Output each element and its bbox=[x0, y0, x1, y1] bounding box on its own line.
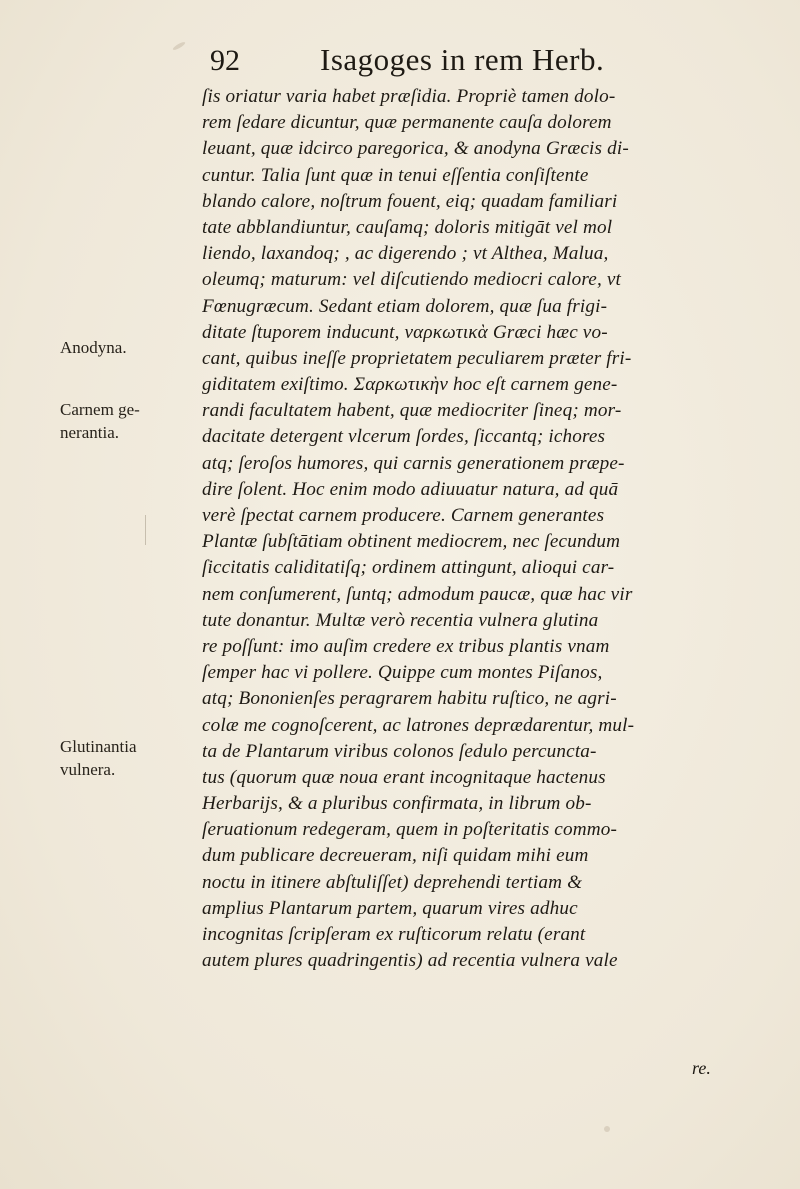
text-line: dacitate detergent vlcerum ſordes, ſiccantq; ichores bbox=[202, 426, 606, 448]
margin-note-line: Carnem ge- bbox=[60, 400, 140, 419]
margin-note-line: Glutinantia bbox=[60, 737, 137, 756]
text-line: autem plures quadringentis) ad recentia vulnera vale bbox=[202, 950, 618, 972]
faint-mark bbox=[145, 515, 146, 545]
text-line: rem ſedare dicuntur, quæ permanente cauſa dolorem bbox=[202, 112, 612, 134]
page-header bbox=[210, 38, 770, 82]
margin-note-anodyna bbox=[60, 336, 200, 359]
text-line: oleumq; maturum: vel diſcutiendo mediocri calore, vt bbox=[202, 269, 621, 291]
text-line: incognitas ſcripſeram ex ruſticorum relatu (erant bbox=[202, 924, 586, 945]
text-line: Fœnugræcum. Sedant etiam dolorem, quæ ſua frigi- bbox=[202, 295, 608, 317]
margin-note-glutinantia-vulnera bbox=[60, 735, 200, 781]
text-line: atq; ſeroſos humores, qui carnis generationem præpe- bbox=[202, 452, 625, 474]
text-line: tute donantur. Multæ verò recentia vulnera glutina bbox=[202, 609, 599, 631]
text-line: atq; Bononienſes peragrarem habitu ruſtico, ne agri- bbox=[202, 688, 617, 710]
text-line: nem conſumerent, ſuntq; admodum paucæ, quæ hac vir bbox=[202, 583, 633, 605]
text-line: colæ me cognoſcerent, ac latrones deprædarentur, mul- bbox=[202, 714, 635, 736]
text-line: ditate ſtuporem inducunt, ναρκωτικὰ Græci hæc vo- bbox=[202, 321, 608, 343]
body-text bbox=[202, 84, 790, 974]
text-line: randi facultatem habent, quæ mediocriter ſineq; mor- bbox=[202, 400, 622, 422]
margin-note-carnem-generantia bbox=[60, 398, 200, 444]
text-line: blando calore, noſtrum fouent, eiq; quadam familiari bbox=[202, 190, 618, 212]
text-line: verè ſpectat carnem producere. Carnem generantes bbox=[202, 505, 605, 526]
text-line: amplius Plantarum partem, quarum vires adhuc bbox=[202, 897, 578, 919]
text-line: noctu in itinere abſtuliſſet) deprehendi tertiam & bbox=[202, 871, 583, 893]
text-line: dire ſolent. Hoc enim modo adiuuatur natura, ad quā bbox=[202, 478, 619, 500]
text-line: leuant, quæ idcirco paregorica, & anodyna Græcis di- bbox=[202, 138, 629, 160]
text-line: ta de Plantarum viribus colonos ſedulo percuncta- bbox=[202, 740, 597, 762]
text-line: liendo, laxandoq; , ac digerendo ; vt Althea, Malua, bbox=[202, 243, 609, 265]
text-line: ſemper hac vi pollere. Quippe cum montes Piſanos, bbox=[202, 662, 603, 684]
margin-note-line: vulnera. bbox=[60, 760, 116, 779]
text-line: ſeruationum redegeram, quem in poſteritatis commo- bbox=[202, 819, 617, 841]
page-number: 92 bbox=[210, 44, 240, 77]
text-line: cant, quibus ineſſe proprietatem peculiarem præter fri- bbox=[202, 347, 632, 369]
ink-smudge-bottom bbox=[604, 1126, 610, 1132]
text-line: tate abblandiuntur, cauſamq; doloris mitigāt vel mol bbox=[202, 216, 613, 238]
ink-smudge-top bbox=[172, 41, 186, 51]
text-line: re poſſunt: imo auſim credere ex tribus plantis vnam bbox=[202, 635, 610, 657]
text-line: cuntur. Talia ſunt quæ in tenui eſſentia conſiſtente bbox=[202, 164, 589, 186]
text-line: ſis oriatur varia habet præſidia. Propriè tamen dolo- bbox=[202, 86, 616, 107]
text-line: Herbarijs, & a pluribus confirmata, in librum ob- bbox=[202, 793, 592, 815]
running-title: Isagoges in rem Herb. bbox=[320, 42, 605, 77]
margin-note-line: Anodyna. bbox=[60, 338, 127, 357]
text-line: giditatem exiſtimo. Σαρκωτικὴν hoc eſt carnem gene- bbox=[202, 374, 618, 396]
text-line: Plantæ ſubſtātiam obtinent mediocrem, nec ſecundum bbox=[202, 531, 621, 553]
text-line: dum publicare decreueram, niſi quidam mihi eum bbox=[202, 845, 589, 867]
text-line: tus (quorum quæ noua erant incognitaque hactenus bbox=[202, 766, 606, 788]
text-line: ſiccitatis caliditatiſq; ordinem attingunt, alioqui car- bbox=[202, 557, 615, 579]
catchword: re. bbox=[692, 1058, 711, 1078]
margin-note-line: nerantia. bbox=[60, 423, 119, 442]
